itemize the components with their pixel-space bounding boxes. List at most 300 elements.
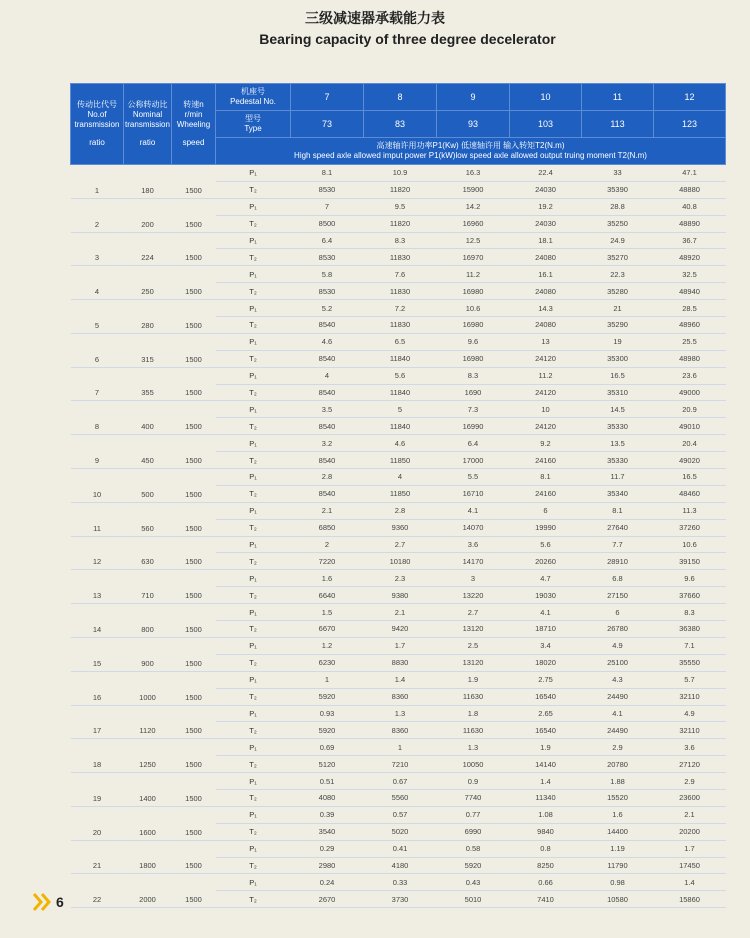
torque-value-cell: 24160 — [510, 452, 582, 469]
transmission-no-cell: 18 — [71, 739, 124, 773]
power-value-cell: 2.1 — [364, 604, 437, 621]
table-row — [71, 739, 726, 756]
power-value-cell: 1 — [291, 671, 364, 688]
power-value-cell: 20.4 — [654, 435, 726, 452]
nominal-ratio-cell: 355 — [124, 367, 172, 401]
p1-label: P₁ — [216, 806, 291, 823]
torque-value-cell: 35290 — [582, 317, 654, 334]
p1-label: P₁ — [216, 232, 291, 249]
header-power-note: 高速轴许用功率P1(Kw) 低速轴许用 输入转矩T2(N.m) High speed axle allowed imput power P1(kW)low speed axle allowed output truing moment T2(N.m) — [216, 138, 726, 165]
torque-value-cell: 27640 — [582, 519, 654, 536]
t2-label: T₂ — [216, 485, 291, 502]
power-value-cell: 0.43 — [437, 874, 510, 891]
torque-value-cell: 17000 — [437, 452, 510, 469]
torque-value-cell: 8500 — [291, 215, 364, 232]
torque-value-cell: 37260 — [654, 519, 726, 536]
speed-cell: 1500 — [172, 502, 216, 536]
power-value-cell: 0.51 — [291, 773, 364, 790]
torque-value-cell: 32110 — [654, 722, 726, 739]
t2-label: T₂ — [216, 384, 291, 401]
power-value-cell: 4.3 — [582, 671, 654, 688]
table-row — [71, 300, 726, 317]
torque-value-cell: 5010 — [437, 891, 510, 908]
power-value-cell: 11.3 — [654, 502, 726, 519]
torque-value-cell: 49020 — [654, 452, 726, 469]
power-value-cell: 1.4 — [364, 671, 437, 688]
power-value-cell: 1.9 — [510, 739, 582, 756]
power-value-cell: 13.5 — [582, 435, 654, 452]
power-value-cell: 7.3 — [437, 401, 510, 418]
torque-value-cell: 37660 — [654, 587, 726, 604]
power-value-cell: 6 — [510, 502, 582, 519]
power-value-cell: 14.3 — [510, 300, 582, 317]
power-value-cell: 8.3 — [437, 367, 510, 384]
power-value-cell: 33 — [582, 165, 654, 182]
nominal-ratio-cell: 710 — [124, 570, 172, 604]
power-value-cell: 1.3 — [437, 739, 510, 756]
torque-value-cell: 7740 — [437, 789, 510, 806]
torque-value-cell: 35340 — [582, 485, 654, 502]
transmission-no-cell: 12 — [71, 536, 124, 570]
torque-value-cell: 24120 — [510, 350, 582, 367]
power-value-cell: 8.1 — [510, 469, 582, 486]
t2-label: T₂ — [216, 181, 291, 198]
table-row — [71, 401, 726, 418]
torque-value-cell: 13120 — [437, 621, 510, 638]
t2-label: T₂ — [216, 418, 291, 435]
power-value-cell: 1.4 — [654, 874, 726, 891]
torque-value-cell: 18020 — [510, 654, 582, 671]
power-value-cell: 19.2 — [510, 198, 582, 215]
torque-value-cell: 24080 — [510, 283, 582, 300]
speed-cell: 1500 — [172, 367, 216, 401]
torque-value-cell: 14070 — [437, 519, 510, 536]
power-value-cell: 4.6 — [364, 435, 437, 452]
power-value-cell: 0.9 — [437, 773, 510, 790]
torque-value-cell: 20260 — [510, 553, 582, 570]
power-value-cell: 6.4 — [291, 232, 364, 249]
power-value-cell: 10 — [510, 401, 582, 418]
power-value-cell: 28.5 — [654, 300, 726, 317]
torque-value-cell: 8360 — [364, 688, 437, 705]
nominal-ratio-cell: 250 — [124, 266, 172, 300]
page-title-en: Bearing capacity of three degree decelerator — [259, 31, 556, 47]
transmission-no-cell: 5 — [71, 300, 124, 334]
torque-value-cell: 8540 — [291, 418, 364, 435]
nominal-ratio-cell: 200 — [124, 198, 172, 232]
power-value-cell: 3.4 — [510, 637, 582, 654]
power-value-cell: 4.9 — [582, 637, 654, 654]
power-value-cell: 2.8 — [291, 469, 364, 486]
torque-value-cell: 13120 — [437, 654, 510, 671]
power-value-cell: 16.1 — [510, 266, 582, 283]
power-value-cell: 36.7 — [654, 232, 726, 249]
table-row — [71, 165, 726, 182]
power-value-cell: 7.2 — [364, 300, 437, 317]
power-value-cell: 40.8 — [654, 198, 726, 215]
pedestal-no-cell: 10 — [510, 84, 582, 111]
table-row — [71, 806, 726, 823]
torque-value-cell: 8530 — [291, 181, 364, 198]
speed-cell: 1500 — [172, 604, 216, 638]
power-value-cell: 7 — [291, 198, 364, 215]
power-value-cell: 2.5 — [437, 637, 510, 654]
transmission-no-cell: 21 — [71, 840, 124, 874]
torque-value-cell: 18710 — [510, 621, 582, 638]
table-row — [71, 840, 726, 857]
torque-value-cell: 7410 — [510, 891, 582, 908]
t2-label: T₂ — [216, 215, 291, 232]
torque-value-cell: 14140 — [510, 756, 582, 773]
nominal-ratio-cell: 1000 — [124, 671, 172, 705]
power-value-cell: 1.6 — [291, 570, 364, 587]
power-value-cell: 23.6 — [654, 367, 726, 384]
power-value-cell: 4 — [291, 367, 364, 384]
torque-value-cell: 10180 — [364, 553, 437, 570]
power-value-cell: 5.6 — [364, 367, 437, 384]
power-value-cell: 2 — [291, 536, 364, 553]
torque-value-cell: 17450 — [654, 857, 726, 874]
torque-value-cell: 24120 — [510, 418, 582, 435]
power-value-cell: 8.3 — [364, 232, 437, 249]
torque-value-cell: 27150 — [582, 587, 654, 604]
nominal-ratio-cell: 315 — [124, 333, 172, 367]
torque-value-cell: 28910 — [582, 553, 654, 570]
power-value-cell: 11.2 — [437, 266, 510, 283]
torque-value-cell: 35250 — [582, 215, 654, 232]
torque-value-cell: 16710 — [437, 485, 510, 502]
power-value-cell: 18.1 — [510, 232, 582, 249]
torque-value-cell: 11820 — [364, 181, 437, 198]
power-value-cell: 47.1 — [654, 165, 726, 182]
power-value-cell: 8.1 — [291, 165, 364, 182]
transmission-no-cell: 10 — [71, 469, 124, 503]
torque-value-cell: 11830 — [364, 317, 437, 334]
power-value-cell: 0.39 — [291, 806, 364, 823]
torque-value-cell: 24490 — [582, 722, 654, 739]
power-value-cell: 7.6 — [364, 266, 437, 283]
transmission-no-cell: 3 — [71, 232, 124, 266]
torque-value-cell: 11630 — [437, 688, 510, 705]
transmission-no-cell: 14 — [71, 604, 124, 638]
torque-value-cell: 24080 — [510, 249, 582, 266]
power-value-cell: 25.5 — [654, 333, 726, 350]
torque-value-cell: 14400 — [582, 823, 654, 840]
torque-value-cell: 9380 — [364, 587, 437, 604]
t2-label: T₂ — [216, 519, 291, 536]
power-value-cell: 0.93 — [291, 705, 364, 722]
header-transmission-no: 传动比代号 No.of transmission ratio — [71, 84, 124, 165]
torque-value-cell: 8540 — [291, 485, 364, 502]
p1-label: P₁ — [216, 469, 291, 486]
type-cell: 83 — [364, 111, 437, 138]
power-value-cell: 21 — [582, 300, 654, 317]
speed-cell: 1500 — [172, 705, 216, 739]
table-row — [71, 367, 726, 384]
torque-value-cell: 8530 — [291, 249, 364, 266]
power-value-cell: 0.98 — [582, 874, 654, 891]
torque-value-cell: 24490 — [582, 688, 654, 705]
t2-label: T₂ — [216, 452, 291, 469]
power-value-cell: 1.4 — [510, 773, 582, 790]
power-value-cell: 4 — [364, 469, 437, 486]
nominal-ratio-cell: 1600 — [124, 806, 172, 840]
t2-label: T₂ — [216, 350, 291, 367]
torque-value-cell: 15900 — [437, 181, 510, 198]
torque-value-cell: 24120 — [510, 384, 582, 401]
type-cell: 73 — [291, 111, 364, 138]
power-value-cell: 1 — [364, 739, 437, 756]
power-value-cell: 14.2 — [437, 198, 510, 215]
p1-label: P₁ — [216, 874, 291, 891]
power-value-cell: 10.6 — [654, 536, 726, 553]
torque-value-cell: 11840 — [364, 350, 437, 367]
t2-label: T₂ — [216, 283, 291, 300]
t2-label: T₂ — [216, 317, 291, 334]
torque-value-cell: 3540 — [291, 823, 364, 840]
torque-value-cell: 19030 — [510, 587, 582, 604]
speed-cell: 1500 — [172, 874, 216, 908]
power-value-cell: 2.1 — [654, 806, 726, 823]
torque-value-cell: 24030 — [510, 215, 582, 232]
torque-value-cell: 27120 — [654, 756, 726, 773]
power-value-cell: 2.7 — [437, 604, 510, 621]
nominal-ratio-cell: 180 — [124, 165, 172, 199]
torque-value-cell: 10580 — [582, 891, 654, 908]
p1-label: P₁ — [216, 705, 291, 722]
nominal-ratio-cell: 450 — [124, 435, 172, 469]
speed-cell: 1500 — [172, 637, 216, 671]
torque-value-cell: 11840 — [364, 418, 437, 435]
pedestal-no-cell: 11 — [582, 84, 654, 111]
torque-value-cell: 11840 — [364, 384, 437, 401]
torque-value-cell: 6850 — [291, 519, 364, 536]
table-row — [71, 435, 726, 452]
torque-value-cell: 20780 — [582, 756, 654, 773]
power-value-cell: 5.7 — [654, 671, 726, 688]
torque-value-cell: 39150 — [654, 553, 726, 570]
power-value-cell: 6.8 — [582, 570, 654, 587]
transmission-no-cell: 8 — [71, 401, 124, 435]
torque-value-cell: 35270 — [582, 249, 654, 266]
t2-label: T₂ — [216, 553, 291, 570]
t2-label: T₂ — [216, 722, 291, 739]
power-value-cell: 14.5 — [582, 401, 654, 418]
torque-value-cell: 8540 — [291, 350, 364, 367]
power-value-cell: 32.5 — [654, 266, 726, 283]
table-row — [71, 570, 726, 587]
power-value-cell: 0.67 — [364, 773, 437, 790]
header-type-label: 型号 Type — [216, 111, 291, 138]
power-value-cell: 0.24 — [291, 874, 364, 891]
power-value-cell: 6.4 — [437, 435, 510, 452]
torque-value-cell: 32110 — [654, 688, 726, 705]
power-value-cell: 2.8 — [364, 502, 437, 519]
transmission-no-cell: 22 — [71, 874, 124, 908]
transmission-no-cell: 4 — [71, 266, 124, 300]
torque-value-cell: 2980 — [291, 857, 364, 874]
torque-value-cell: 48960 — [654, 317, 726, 334]
p1-label: P₁ — [216, 401, 291, 418]
torque-value-cell: 8540 — [291, 384, 364, 401]
power-value-cell: 22.4 — [510, 165, 582, 182]
power-value-cell: 1.8 — [437, 705, 510, 722]
transmission-no-cell: 11 — [71, 502, 124, 536]
power-value-cell: 5.8 — [291, 266, 364, 283]
table-row — [71, 232, 726, 249]
power-value-cell: 2.7 — [364, 536, 437, 553]
p1-label: P₁ — [216, 840, 291, 857]
torque-value-cell: 35550 — [654, 654, 726, 671]
torque-value-cell: 16990 — [437, 418, 510, 435]
power-value-cell: 3.6 — [654, 739, 726, 756]
torque-value-cell: 49000 — [654, 384, 726, 401]
transmission-no-cell: 1 — [71, 165, 124, 199]
pedestal-no-cell: 12 — [654, 84, 726, 111]
speed-cell: 1500 — [172, 806, 216, 840]
torque-value-cell: 16960 — [437, 215, 510, 232]
t2-label: T₂ — [216, 249, 291, 266]
power-value-cell: 7.7 — [582, 536, 654, 553]
torque-value-cell: 9420 — [364, 621, 437, 638]
p1-label: P₁ — [216, 637, 291, 654]
power-value-cell: 12.5 — [437, 232, 510, 249]
torque-value-cell: 8360 — [364, 722, 437, 739]
torque-value-cell: 35330 — [582, 452, 654, 469]
power-value-cell: 1.08 — [510, 806, 582, 823]
transmission-no-cell: 20 — [71, 806, 124, 840]
torque-value-cell: 48890 — [654, 215, 726, 232]
torque-value-cell: 5020 — [364, 823, 437, 840]
torque-value-cell: 11850 — [364, 485, 437, 502]
power-value-cell: 19 — [582, 333, 654, 350]
power-value-cell: 7.1 — [654, 637, 726, 654]
torque-value-cell: 20200 — [654, 823, 726, 840]
torque-value-cell: 48460 — [654, 485, 726, 502]
power-value-cell: 11.2 — [510, 367, 582, 384]
power-value-cell: 3.2 — [291, 435, 364, 452]
power-value-cell: 1.2 — [291, 637, 364, 654]
torque-value-cell: 24160 — [510, 485, 582, 502]
torque-value-cell: 2670 — [291, 891, 364, 908]
power-value-cell: 0.57 — [364, 806, 437, 823]
t2-label: T₂ — [216, 823, 291, 840]
speed-cell: 1500 — [172, 840, 216, 874]
torque-value-cell: 16980 — [437, 283, 510, 300]
power-value-cell: 0.29 — [291, 840, 364, 857]
torque-value-cell: 4080 — [291, 789, 364, 806]
nominal-ratio-cell: 1120 — [124, 705, 172, 739]
speed-cell: 1500 — [172, 266, 216, 300]
table-row — [71, 502, 726, 519]
torque-value-cell: 11850 — [364, 452, 437, 469]
power-value-cell: 0.41 — [364, 840, 437, 857]
torque-value-cell: 6230 — [291, 654, 364, 671]
torque-value-cell: 48940 — [654, 283, 726, 300]
nominal-ratio-cell: 800 — [124, 604, 172, 638]
table-row — [71, 671, 726, 688]
power-value-cell: 0.58 — [437, 840, 510, 857]
nominal-ratio-cell: 1250 — [124, 739, 172, 773]
capacity-table-wrapper — [70, 83, 725, 908]
table-header — [71, 84, 726, 165]
torque-value-cell: 7220 — [291, 553, 364, 570]
t2-label: T₂ — [216, 621, 291, 638]
torque-value-cell: 23600 — [654, 789, 726, 806]
power-value-cell: 6.5 — [364, 333, 437, 350]
torque-value-cell: 5560 — [364, 789, 437, 806]
speed-cell: 1500 — [172, 469, 216, 503]
p1-label: P₁ — [216, 435, 291, 452]
pedestal-no-cell: 9 — [437, 84, 510, 111]
torque-value-cell: 16980 — [437, 317, 510, 334]
power-value-cell: 9.5 — [364, 198, 437, 215]
torque-value-cell: 8540 — [291, 452, 364, 469]
torque-value-cell: 9360 — [364, 519, 437, 536]
torque-value-cell: 6670 — [291, 621, 364, 638]
torque-value-cell: 5120 — [291, 756, 364, 773]
power-value-cell: 16.5 — [582, 367, 654, 384]
power-value-cell: 1.9 — [437, 671, 510, 688]
power-value-cell: 8.1 — [582, 502, 654, 519]
power-value-cell: 13 — [510, 333, 582, 350]
torque-value-cell: 6640 — [291, 587, 364, 604]
torque-value-cell: 1690 — [437, 384, 510, 401]
pedestal-no-cell: 8 — [364, 84, 437, 111]
power-value-cell: 9.6 — [437, 333, 510, 350]
transmission-no-cell: 17 — [71, 705, 124, 739]
transmission-no-cell: 15 — [71, 637, 124, 671]
torque-value-cell: 9840 — [510, 823, 582, 840]
power-value-cell: 28.8 — [582, 198, 654, 215]
t2-label: T₂ — [216, 789, 291, 806]
transmission-no-cell: 6 — [71, 333, 124, 367]
power-value-cell: 4.6 — [291, 333, 364, 350]
speed-cell: 1500 — [172, 536, 216, 570]
torque-value-cell: 4180 — [364, 857, 437, 874]
power-value-cell: 6 — [582, 604, 654, 621]
power-value-cell: 5.6 — [510, 536, 582, 553]
torque-value-cell: 7210 — [364, 756, 437, 773]
torque-value-cell: 26780 — [582, 621, 654, 638]
table-row — [71, 536, 726, 553]
power-value-cell: 1.88 — [582, 773, 654, 790]
power-value-cell: 3.6 — [437, 536, 510, 553]
torque-value-cell: 16970 — [437, 249, 510, 266]
power-value-cell: 20.9 — [654, 401, 726, 418]
table-row — [71, 266, 726, 283]
torque-value-cell: 8250 — [510, 857, 582, 874]
power-value-cell: 1.5 — [291, 604, 364, 621]
table-row — [71, 604, 726, 621]
speed-cell: 1500 — [172, 165, 216, 199]
torque-value-cell: 3730 — [364, 891, 437, 908]
torque-value-cell: 35300 — [582, 350, 654, 367]
torque-value-cell: 15520 — [582, 789, 654, 806]
power-value-cell: 2.75 — [510, 671, 582, 688]
torque-value-cell: 48920 — [654, 249, 726, 266]
speed-cell: 1500 — [172, 198, 216, 232]
transmission-no-cell: 7 — [71, 367, 124, 401]
page-number: 6 — [56, 894, 64, 910]
p1-label: P₁ — [216, 165, 291, 182]
power-value-cell: 10.9 — [364, 165, 437, 182]
torque-value-cell: 24030 — [510, 181, 582, 198]
table-row — [71, 705, 726, 722]
nominal-ratio-cell: 630 — [124, 536, 172, 570]
torque-value-cell: 25100 — [582, 654, 654, 671]
table-row — [71, 637, 726, 654]
